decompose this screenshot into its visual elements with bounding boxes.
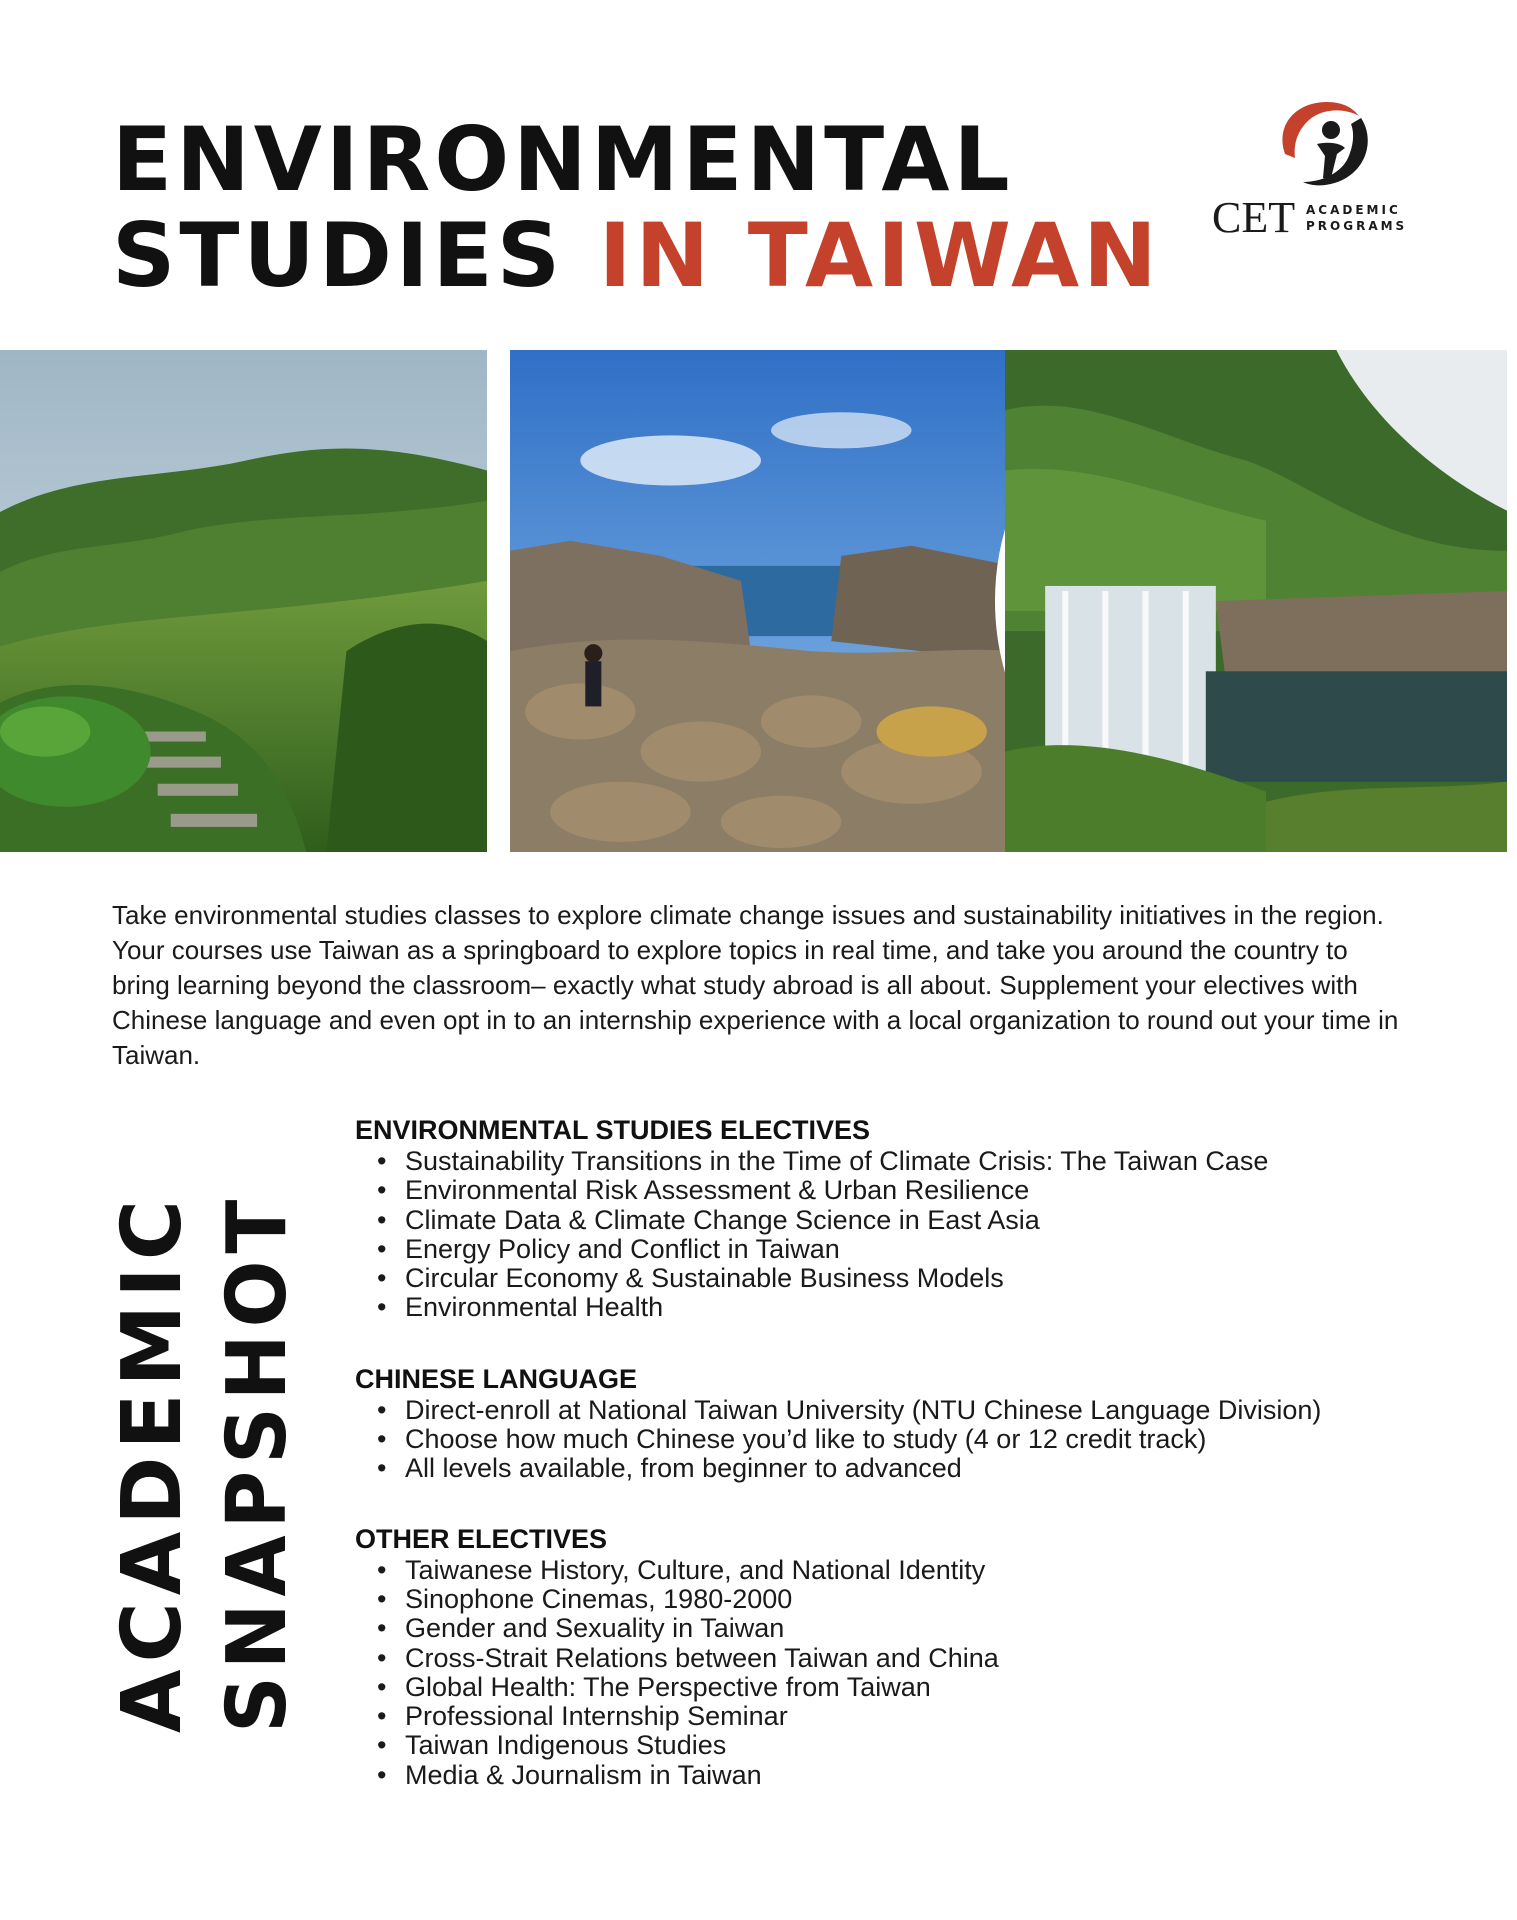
list-item: • Direct-enroll at National Taiwan University (NTU Chinese Language Division) [355,1396,1465,1425]
snapshot-line-2: SNAPSHOT [210,1172,305,1733]
section-heading: OTHER ELECTIVES [355,1523,608,1554]
list-item: • Sustainability Transitions in the Time of Climate Crisis: The Taiwan Case [355,1147,1465,1176]
list-item: • Energy Policy and Conflict in Taiwan [355,1235,1465,1264]
cet-logo [1210,96,1410,246]
list-item: • Sinophone Cinemas, 1980-2000 [355,1585,1465,1614]
list-item: • Taiwanese History, Culture, and National Identity [355,1556,1465,1585]
title-line-2-accent: IN TAIWAN [598,204,1161,307]
photo-hillside-trail [0,340,497,862]
title-line-2 [112,204,1161,307]
logo-subtitle [1306,202,1407,234]
list-item: • Taiwan Indigenous Studies [355,1731,1465,1760]
list-item: • Environmental Health [355,1293,1465,1322]
course-list [355,1556,1465,1790]
logo-sub-programs: PROGRAMS [1306,219,1408,233]
title-line-1: ENVIRONMENTAL [112,108,1014,211]
cet-figure-icon [1265,96,1375,191]
logo-name: CET [1212,193,1296,242]
list-item: • Professional Internship Seminar [355,1702,1465,1731]
intro-paragraph: Take environmental studies classes to explore climate change issues and sustainability initiatives in the region. Your courses use Taiwan as a springboard to explore topics in real time, and take you around the country to bring learning beyond the classroom– exactly what study abroad is all about. Supplement your electives with Chinese language and even opt in to an internship experience with a local organization to round out your time in Taiwan. [112,900,1399,1070]
section-heading: ENVIRONMENTAL STUDIES ELECTIVES [355,1115,871,1145]
list-item: • Gender and Sexuality in Taiwan [355,1614,1465,1643]
photo-waterfall [995,340,1517,862]
list-item: • Choose how much Chinese you’d like to study (4 or 12 credit track) [355,1425,1465,1454]
course-sections [355,1114,1465,1790]
list-item: • Global Health: The Perspective from Taiwan [355,1673,1465,1702]
list-item: • Climate Data & Climate Change Science in East Asia [355,1206,1465,1235]
logo-sub-academic: ACADEMIC [1306,203,1401,217]
course-list [355,1396,1465,1484]
list-item: • Media & Journalism in Taiwan [355,1761,1465,1790]
cet-wordmark [1210,194,1410,244]
section-other-electives [355,1523,1465,1790]
photo-coastal-rocks [500,340,1022,862]
list-item: • Circular Economy & Sustainable Business Models [355,1264,1465,1293]
page-title [112,108,1161,307]
course-list [355,1147,1465,1323]
section-environmental-electives [355,1114,1465,1323]
list-item: • Cross-Strait Relations between Taiwan and China [355,1644,1465,1673]
title-line-2-dark: STUDIES [112,204,599,307]
snapshot-line-1: ACADEMIC [105,1193,200,1733]
section-heading: CHINESE LANGUAGE [355,1363,638,1394]
list-item: • Environmental Risk Assessment & Urban Resilience [355,1176,1465,1205]
section-chinese-language [355,1363,1465,1484]
academic-snapshot-heading [105,1172,320,1738]
list-item: • All levels available, from beginner to advanced [355,1454,1465,1483]
